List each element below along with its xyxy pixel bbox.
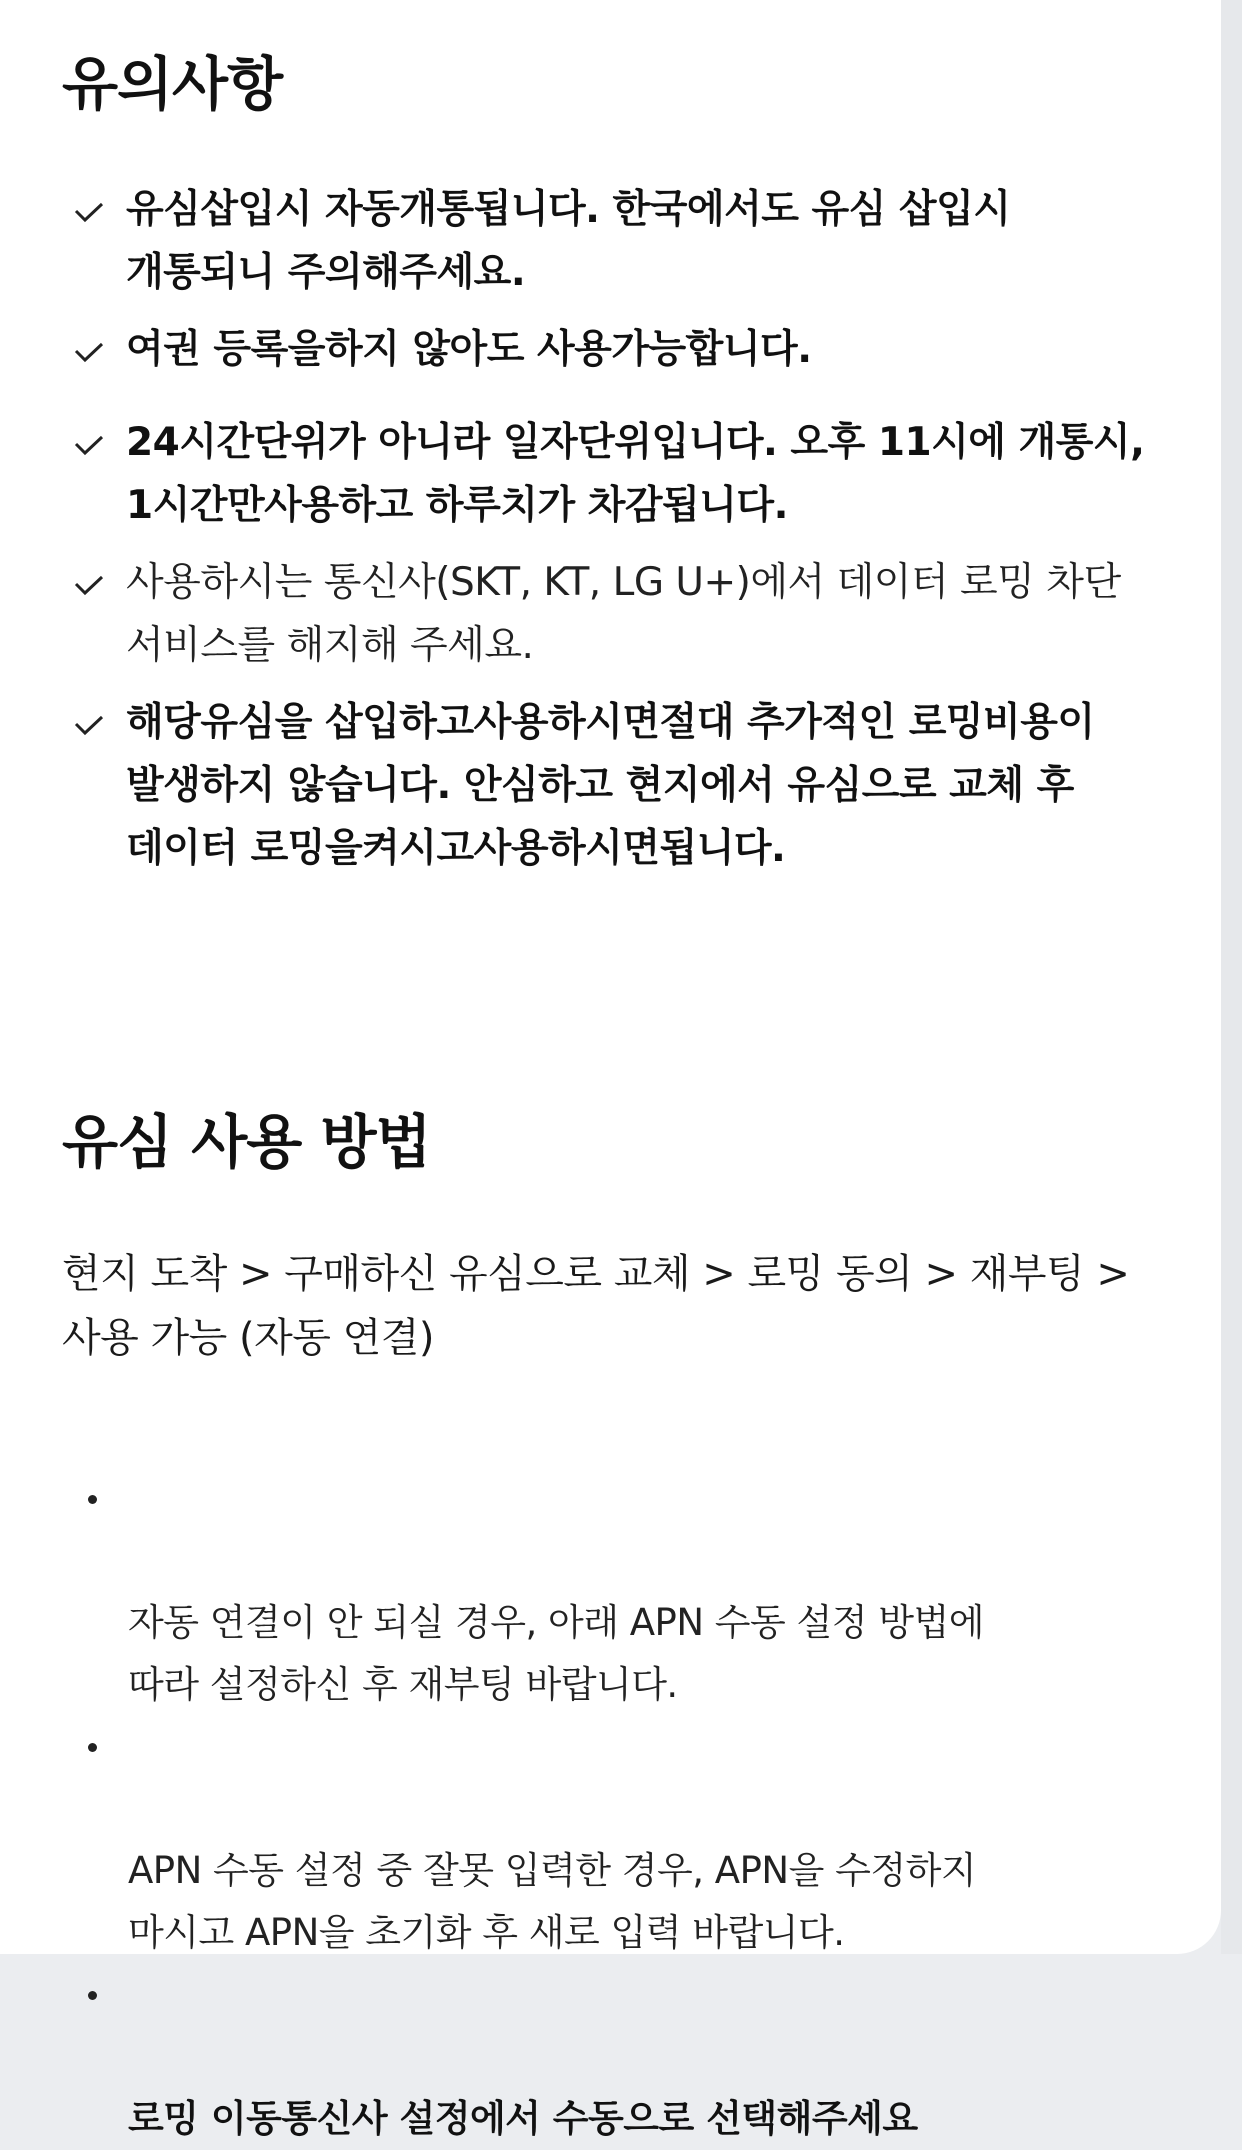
usage-bullet-list — [62, 1468, 1182, 2150]
check-icon — [74, 575, 104, 595]
notice-item — [62, 178, 1182, 304]
notice-item-text: 24시간단위가 아니라 일자단위입니다. 오후 11시에 개통시, 1시간만사용하고 하루치가 차감됩니다. — [126, 420, 1145, 528]
bullet-dot-icon — [88, 1495, 97, 1504]
usage-bullet-text: 로밍 이동통신사 설정에서 수동으로 선택해주세요 — [128, 2097, 918, 2140]
notice-title: 유의사항 — [62, 49, 283, 118]
bullet-dot-icon — [88, 1991, 97, 2000]
notice-item-text: 해당유심을 삽입하고사용하시면절대 추가적인 로밍비용이 발생하지 않습니다. 안심하고 현지에서 유심으로 교체 후 데이터 로밍을켜시고사용하시면됩니다. — [126, 700, 1095, 871]
notice-item-text: 유심삽입시 자동개통됩니다. 한국에서도 유심 삽입시 개통되니 주의해주세요. — [126, 187, 1011, 295]
notice-item-text: 여권 등록을하지 않아도 사용가능합니다. — [126, 327, 812, 372]
check-icon — [74, 435, 104, 455]
check-icon — [74, 715, 104, 735]
notice-item — [62, 551, 1182, 677]
check-icon — [74, 342, 104, 362]
usage-bullet-item — [62, 1716, 1182, 1964]
bullet-dot-icon — [88, 1743, 97, 1752]
notice-item-text: 사용하시는 통신사(SKT, KT, LG U+)에서 데이터 로밍 차단 서비스를 해지해 주세요. — [126, 560, 1121, 668]
notice-item — [62, 411, 1182, 537]
frame-edge — [1221, 0, 1242, 1954]
check-icon — [74, 202, 104, 222]
notice-item — [62, 691, 1182, 880]
usage-bullet-item — [62, 1468, 1182, 1716]
notice-list — [62, 178, 1182, 880]
usage-bullet-text: APN 수동 설정 중 잘못 입력한 경우, APN을 수정하지 마시고 APN을 초기화 후 새로 입력 바랍니다. — [128, 1849, 977, 1954]
usage-flow: 현지 도착 > 구매하신 유심으로 교체 > 로밍 동의 > 재부팅 > 사용 가능 (자동 연결) — [62, 1251, 1130, 1361]
usage-bullet-text: 자동 연결이 안 되실 경우, 아래 APN 수동 설정 방법에 따라 설정하신 후 재부팅 바랍니다. — [128, 1601, 985, 1706]
usage-bullet-item — [62, 1964, 1182, 2150]
usage-title: 유심 사용 방법 — [62, 1107, 431, 1176]
notice-item — [62, 318, 1182, 381]
